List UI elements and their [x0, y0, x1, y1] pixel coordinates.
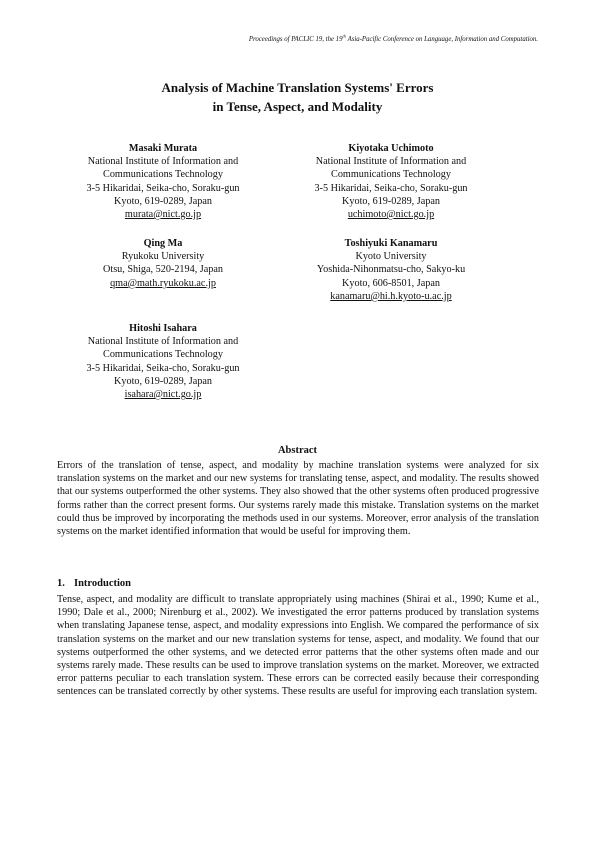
author-name: Masaki Murata [128, 143, 198, 154]
author-name: Toshiyuki Kanamaru [344, 238, 438, 249]
section-title: Introduction [74, 578, 131, 589]
author-email-link[interactable]: qma@math.ryukoku.ac.jp [110, 277, 216, 289]
author-name: Kiyotaka Uchimoto [348, 143, 434, 154]
section-heading [57, 577, 131, 590]
author-affiliation: Kyoto University [355, 251, 427, 263]
author-address: Yoshida-Nihonmatsu-cho, Sakyo-ku [316, 264, 466, 276]
author-block [48, 322, 278, 401]
author-affiliation: National Institute of Information and [87, 336, 239, 348]
author-address: 3-5 Hikaridai, Seika-cho, Soraku-gun [86, 362, 240, 374]
author-block [48, 142, 278, 221]
header-text: Proceedings of PACLIC 19, the 19 [248, 36, 343, 43]
author-email-link[interactable]: isahara@nict.go.jp [124, 389, 202, 401]
author-affiliation: Communications Technology [103, 169, 223, 181]
paper-title [0, 78, 595, 116]
author-affiliation: National Institute of Information and [87, 156, 239, 168]
abstract-body: Errors of the translation of tense, aspect, and modality by machine translation systems were analyzed for six translation systems on the market and our new systems for translating tense, aspect, and modality. The results showed that our systems outperformed the other systems. They also showed that the other systems often produced progressive forms rather than the correct present forms. Our systems rarely made this mistake. Translation systems on the market could thus be improved by incorporating the methods used in our systems. Moreover, error analysis of the translation systems on the market identified information that would be useful for improving them. [57, 460, 539, 538]
author-address: 3-5 Hikaridai, Seika-cho, Soraku-gun [86, 182, 240, 194]
author-affiliation: Communications Technology [331, 169, 451, 181]
introduction-body: Tense, aspect, and modality are difficult to translate appropriately using machines (Shirai et al., 1990; Kume et al., 1990; Dale et al., 2000; Nirenburg et al., 2002). We investigated the error patterns produced by translation systems when translating Japanese tense, aspect, and modality expressions into English. We compared the performance of six translation systems on the market and our new translation systems for tense, aspect, and modality. We found that our systems outperformed the other systems, and we detected error patterns that the other systems often made and our systems rarely made. These results can be used to improve translation systems on the market. Moreover, we extracted error patterns peculiar to each translation system. These errors can be corrected easily because their corresponding sentences can be translated correctly by other systems. These results are useful for improving each translation system. [57, 594, 539, 698]
abstract-heading: Abstract [277, 445, 318, 456]
author-address: Kyoto, 606-8501, Japan [342, 277, 440, 289]
author-email-link[interactable]: uchimoto@nict.go.jp [347, 209, 435, 221]
author-block [276, 237, 506, 303]
header-superscript: th [342, 33, 346, 39]
author-address: 3-5 Hikaridai, Seika-cho, Soraku-gun [314, 182, 468, 194]
author-address: Kyoto, 619-0289, Japan [114, 375, 212, 387]
author-affiliation: National Institute of Information and [315, 156, 467, 168]
author-block [276, 142, 506, 221]
author-name: Hitoshi Isahara [129, 323, 197, 334]
author-email-link[interactable]: kanamaru@hi.h.kyoto-u.ac.jp [330, 290, 452, 302]
title-line-2: in Tense, Aspect, and Modality [212, 99, 383, 114]
author-affiliation: Communications Technology [103, 349, 223, 361]
author-block [48, 237, 278, 290]
section-number: 1. [57, 578, 65, 589]
author-affiliation: Ryukoku University [121, 251, 205, 263]
header-text-rest: Asia-Pacific Conference on Language, Information and Computation. [346, 36, 538, 43]
author-address: Kyoto, 619-0289, Japan [342, 195, 440, 207]
author-name: Qing Ma [143, 238, 183, 249]
title-line-1: Analysis of Machine Translation Systems' Errors [161, 80, 434, 95]
author-email-link[interactable]: murata@nict.go.jp [124, 209, 202, 221]
author-address: Kyoto, 619-0289, Japan [114, 195, 212, 207]
proceedings-header [38, 33, 538, 44]
author-address: Otsu, Shiga, 520-2194, Japan [103, 264, 223, 276]
